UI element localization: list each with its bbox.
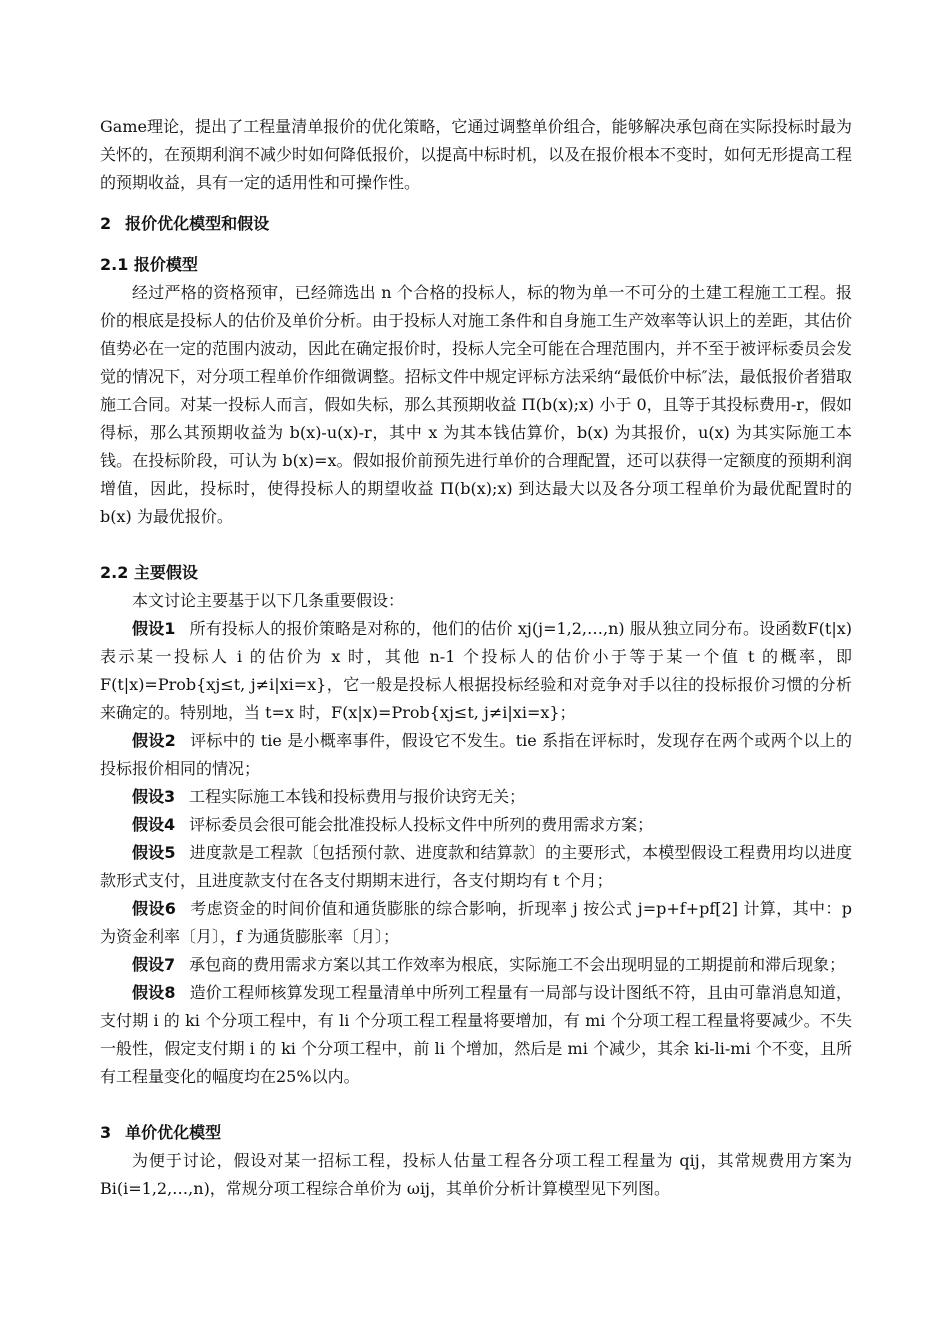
section-2-1-title: 报价模型: [133, 255, 198, 274]
assumption-item: [100, 895, 852, 951]
assumption-label: 假设6: [132, 899, 176, 918]
assumption-label: 假设3: [132, 787, 176, 806]
document-page: [100, 113, 852, 1203]
section-3-number: 3: [100, 1123, 112, 1142]
assumption-text: 所有投标人的报价策略是对称的，他们的估价 xj(j=1,2,…,n) 服从独立同分布。设函数F(t|x)表示某一投标人 i 的估价为 x 时，其他 n-1 个投标人的估价小于等于某一个值 t 的概率，即F(t|x)=Prob{xj≤t, j≠i|xi=x}，它一般是投标人根据投标经验和对竞争对手以往的投标报价习惯的分析来确定的。特别地，当 t=x 时，F(x|x)=Prob{xj≤t, j≠i|xi=x}；: [100, 619, 852, 722]
assumption-label: 假设4: [132, 815, 176, 834]
section-2-2-heading: [100, 559, 852, 587]
assumption-item: [100, 811, 852, 839]
assumption-text: 承包商的费用需求方案以其工作效率为根底，实际施工不会出现明显的工期提前和滞后现象；: [189, 955, 846, 974]
assumption-text: 评标中的 tie 是小概率事件，假设它不发生。tie 系指在评标时，发现存在两个或两个以上的投标报价相同的情况；: [100, 731, 852, 778]
assumptions-lead: 本文讨论主要基于以下几条重要假设：: [132, 591, 405, 610]
assumption-label: 假设1: [132, 619, 176, 638]
assumption-item: [100, 783, 852, 811]
assumption-label: 假设7: [132, 955, 176, 974]
section-2-2-number: 2.2: [100, 563, 129, 582]
assumption-text: 评标委员会很可能会批准投标人投标文件中所列的费用需求方案；: [189, 815, 654, 834]
section-2-number: 2: [100, 214, 112, 233]
section-2-2-title: 主要假设: [133, 563, 198, 582]
section-2-1-body: 经过严格的资格预审，已经筛选出 n 个合格的投标人，标的物为单一不可分的土建工程施工工程。报价的根底是投标人的估价及单价分析。由于投标人对施工条件和自身施工生产效率等认识上的差距，其估价值势必在一定的范围内波动，因此在确定报价时，投标人完全可能在合理范围内，并不至于被评标委员会发觉的情况下，对分项工程单价作细微调整。招标文件中规定评标方法采纳“最低价中标″法，最低报价者猎取施工合同。对某一投标人而言，假如失标，那么其预期收益 Π(b(x);x) 小于 0，且等于其投标费用-r，假如得标，那么其预期收益为 b(x)-u(x)-r，其中 x 为其本钱估算价，b(x) 为其报价，u(x) 为其实际施工本钱。在投标阶段，可认为 b(x)=x。假如报价前预先进行单价的合理配置，还可以获得一定额度的预期利润增值，因此，投标时，使得投标人的期望收益 Π(b(x);x) 到达最大以及各分项工程单价为最优配置时的 b(x) 为最优报价。: [100, 283, 853, 526]
assumption-label: 假设5: [132, 843, 176, 862]
section-2-1-heading: [100, 251, 852, 279]
assumption-text: 考虑资金的时间价值和通货膨胀的综合影响，折现率 j 按公式 j=p+f+pf[2] 计算，其中：p 为资金利率〔月〕，f 为通货膨胀率〔月〕；: [100, 899, 852, 946]
assumption-item: [100, 979, 852, 1091]
assumption-label: 假设2: [132, 731, 176, 750]
section-3-title: 单价优化模型: [125, 1123, 222, 1142]
assumption-item: [100, 727, 852, 783]
section-2-title: 报价优化模型和假设: [125, 214, 270, 233]
assumption-text: 造价工程师核算发现工程量清单中所列工程量有一局部与设计图纸不符，且由可靠消息知道，支付期 i 的 ki 个分项工程中，有 li 个分项工程工程量将要增加，有 mi 个分项工程工程量将要减少。不失一般性，假定支付期 i 的 ki 个分项工程中，前 li 个增加，然后是 mi 个减少，其余 ki-li-mi 个不变，且所有工程量变化的幅度均在25%以内。: [100, 983, 852, 1086]
assumption-text: 工程实际施工本钱和投标费用与报价诀窍无关；: [189, 787, 526, 806]
assumption-label: 假设8: [132, 983, 176, 1002]
intro-paragraph: Game理论，提出了工程量清单报价的优化策略，它通过调整单价组合，能够解决承包商在实际投标时最为关怀的，在预期利润不减少时如何降低报价，以提高中标时机，以及在报价根本不变时，如何无形提高工程的预期收益，具有一定的适用性和可操作性。: [100, 117, 853, 192]
assumption-item: [100, 615, 852, 727]
assumption-text: 进度款是工程款〔包括预付款、进度款和结算款〕的主要形式，本模型假设工程费用均以进度款形式支付，且进度款支付在各支付期期末进行，各支付期均有 t 个月；: [100, 843, 852, 890]
section-3-heading: [100, 1119, 852, 1147]
section-3-body: 为便于讨论，假设对某一招标工程，投标人估量工程各分项工程工程量为 qij，其常规费用方案为Bi(i=1,2,…,n)，常规分项工程综合单价为 ωij，其单价分析计算模型见下列图。: [100, 1151, 852, 1198]
section-2-heading: [100, 210, 852, 238]
assumption-item: [100, 839, 852, 895]
assumption-item: [100, 951, 852, 979]
section-2-1-number: 2.1: [100, 255, 129, 274]
